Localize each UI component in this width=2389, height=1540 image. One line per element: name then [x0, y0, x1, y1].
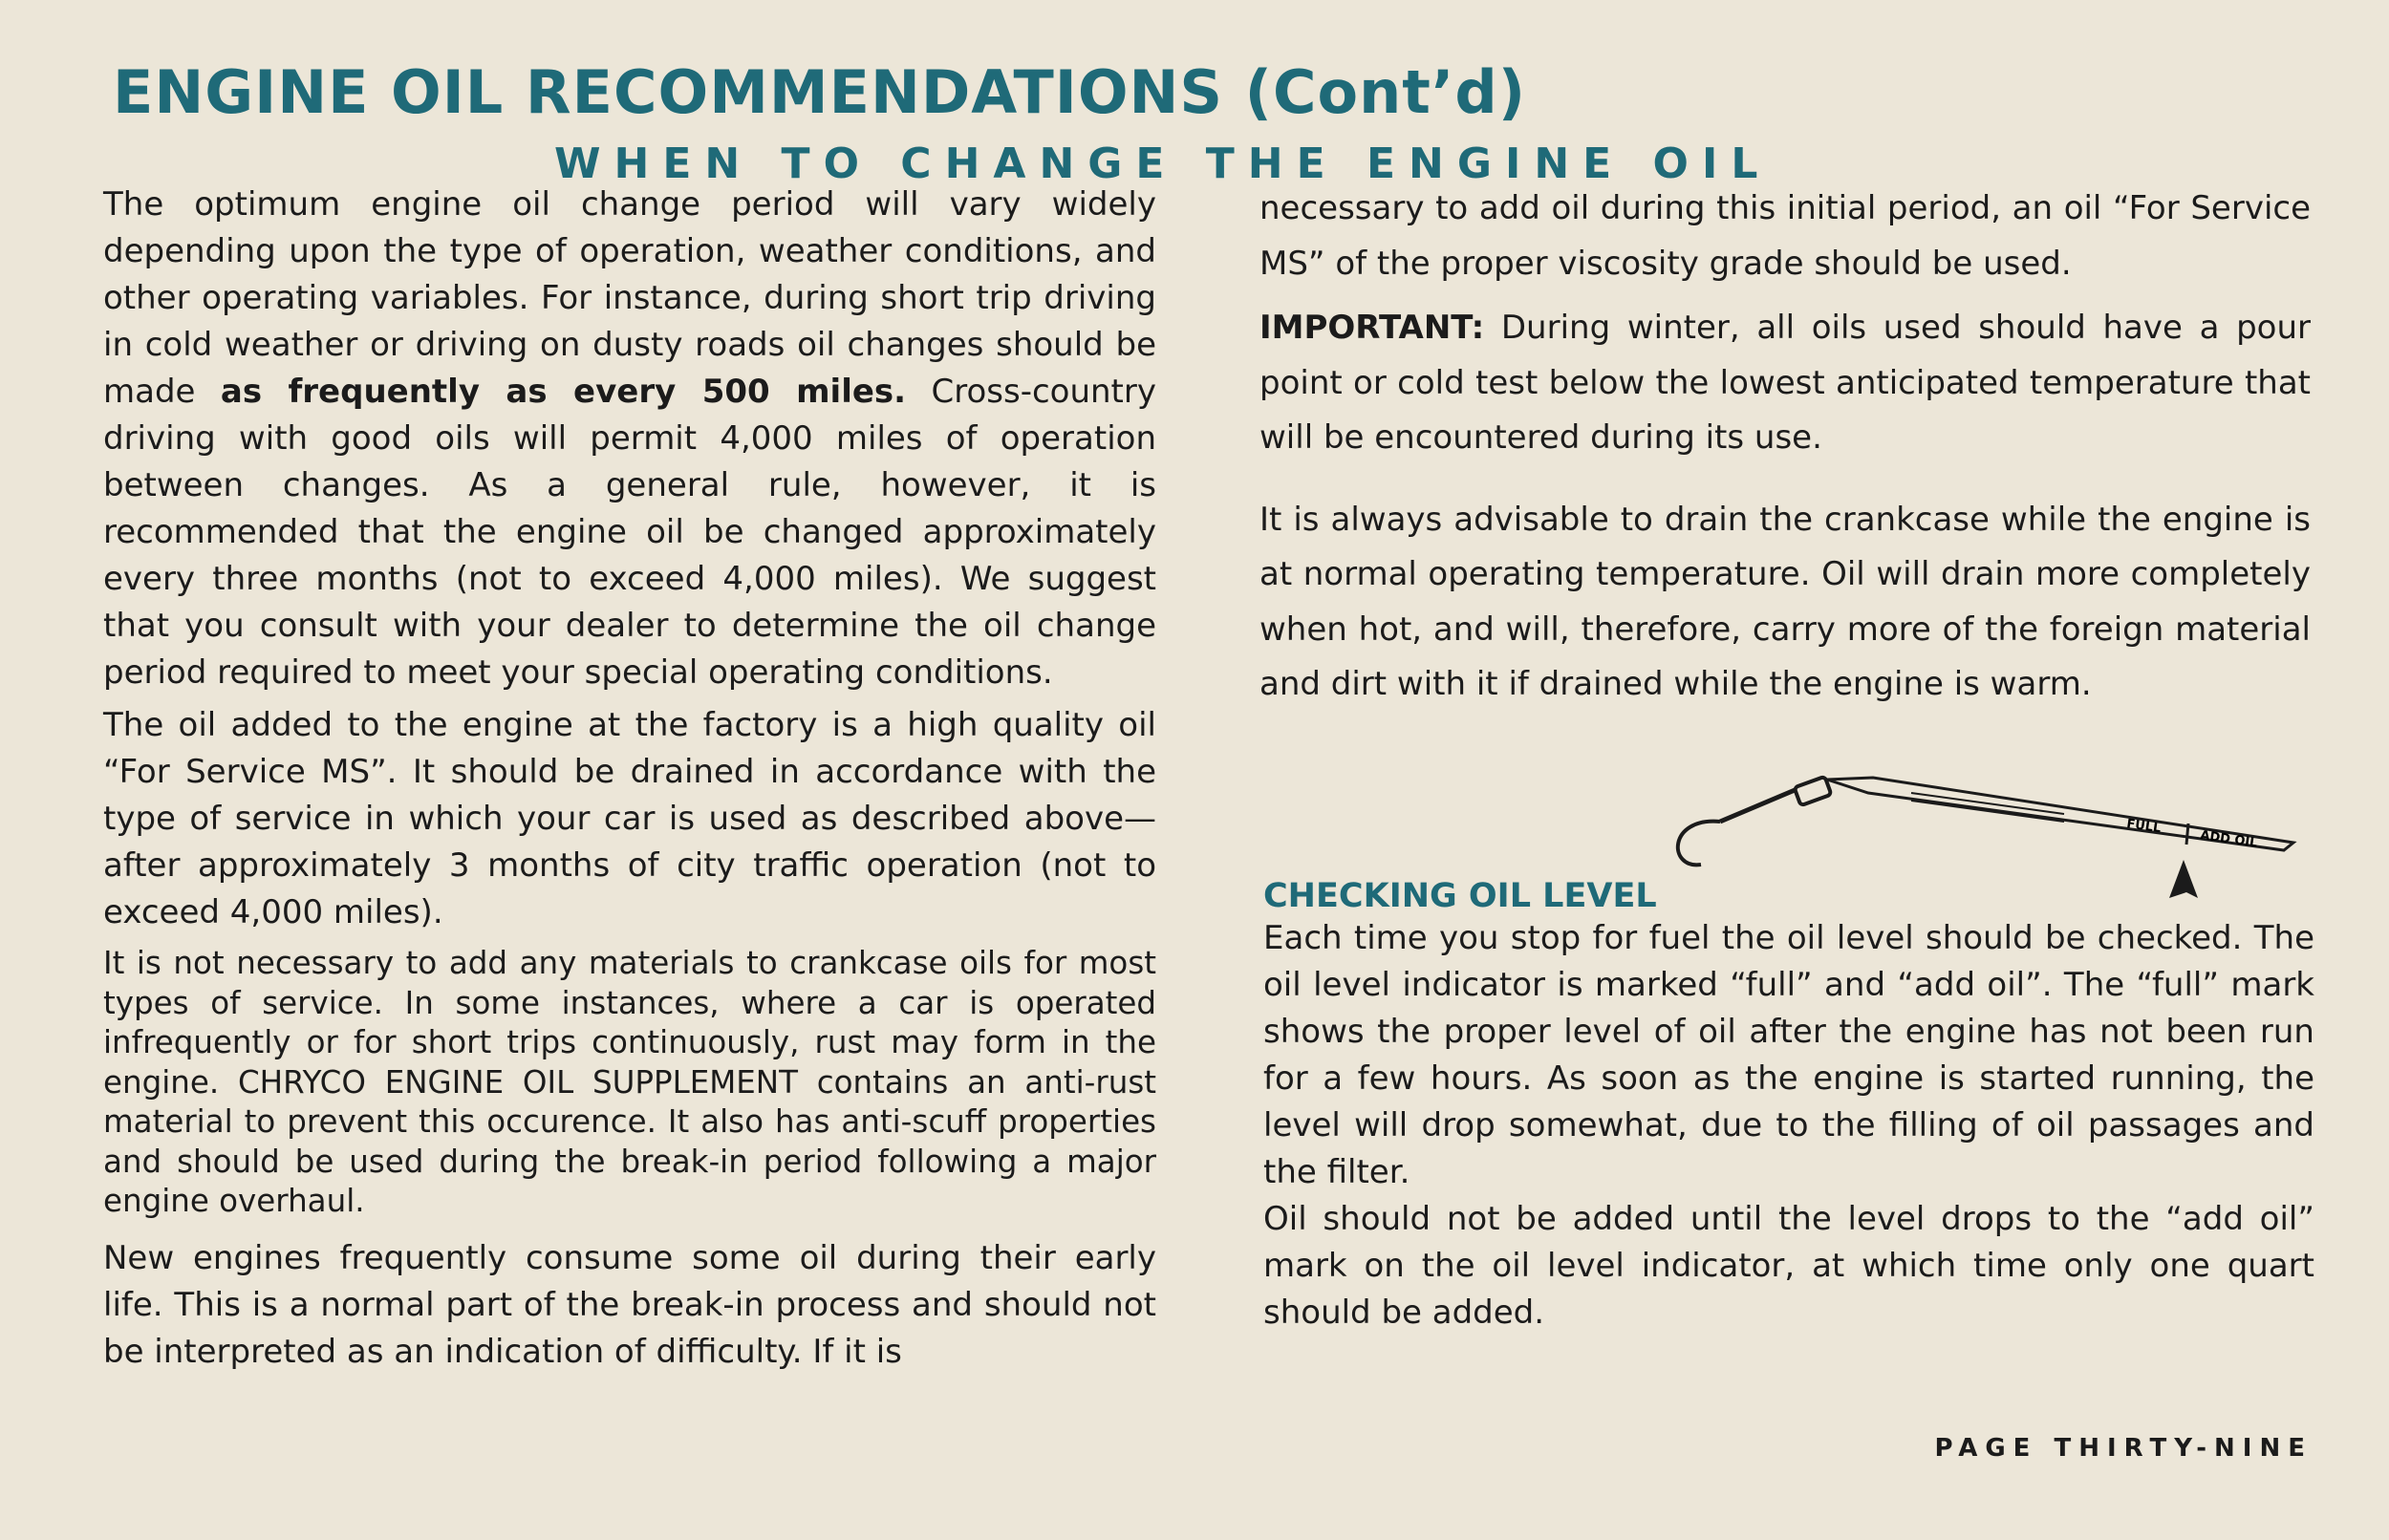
add-oil-mark: ADD OIL	[2199, 828, 2259, 851]
paragraph-oil-change-period	[103, 182, 1156, 696]
right-column	[1259, 182, 2311, 713]
important-label: IMPORTANT:	[1259, 309, 1485, 347]
page-title: ENGINE OIL RECOMMENDATIONS (Cont’d)	[113, 57, 1527, 127]
checking-section	[1263, 877, 2314, 1337]
paragraph-text: Cross-country driving with good oils will permit 4,000 miles of operation between changes. As a general rule, however, it is recommended that the engine oil be changed approximately every three months (not to exceed 4,000 miles). We suggest that you consult with your dealer to determine the oil change period required to meet your special operating conditions.	[103, 373, 1156, 692]
important-text: During winter, all oils used should have a pour point or cold test below the lowest anticipated temperature that will be encountered during its use.	[1259, 309, 2311, 457]
paragraph-factory-oil: The oil added to the engine at the factory is a high quality oil “For Service MS”. It should be drained in accordance with the type of service in which your car is used as described above—after approximately 3 months of city traffic operation (not to exceed 4,000 miles).	[103, 706, 1156, 931]
paragraph-check-oil: Each time you stop for fuel the oil level should be checked. The oil level indicator is marked “full” and “add oil”. The “full” mark shows the proper level of oil after the engine has not been run for a few hours. As soon as the engine is started running, the level will drop somewhat, due to the filling of oil passages and the filter.	[1263, 919, 2314, 1191]
bold-emphasis: as frequently as every 500 miles.	[220, 373, 907, 411]
paragraph-text: The optimum engine oil change period will vary widely depending upon the type of operation, weather conditions, and other operating variables. For instance, during short trip driving in cold weather or driving on dusty roads oil changes should be made	[103, 185, 1156, 411]
left-column	[103, 182, 1156, 1381]
checking-oil-level-heading: CHECKING OIL LEVEL	[1263, 877, 1657, 915]
paragraph-drain-crankcase: It is always advisable to drain the crankcase while the engine is at normal operating temperature. Oil will drain more completely when hot, and will, therefore, carry more of the foreign material and dirt with it if drained while the engine is warm.	[1259, 500, 2311, 703]
paragraph-important	[1259, 301, 2311, 466]
full-mark: FULL	[2125, 817, 2163, 836]
paragraph-oil-supplement: It is not necessary to add any materials to crankcase oils for most types of service. In some instances, where a car is operated infrequently or for short trips continuously, rust may form in the engine. CHRYCO ENGINE OIL SUPPLEMENT contains an anti-rust material to prevent this occurence. It also has anti-scuff properties and should be used during the break-in period following a major engine overhaul.	[103, 945, 1156, 1219]
section-subtitle: WHEN TO CHANGE THE ENGINE OIL	[554, 139, 1772, 188]
paragraph-new-engines: New engines frequently consume some oil during their early life. This is a normal part of the break-in process and should not be interpreted as an indication of difficulty. If it is	[103, 1238, 1156, 1371]
paragraph-initial-period: necessary to add oil during this initial period, an oil “For Service MS” of the proper viscosity grade should be used.	[1259, 189, 2311, 283]
page-number: PAGE THIRTY-NINE	[1934, 1434, 2313, 1463]
paragraph-add-oil: Oil should not be added until the level drops to the “add oil” mark on the oil level indicator, at which time only one quart should be added.	[1263, 1200, 2314, 1332]
